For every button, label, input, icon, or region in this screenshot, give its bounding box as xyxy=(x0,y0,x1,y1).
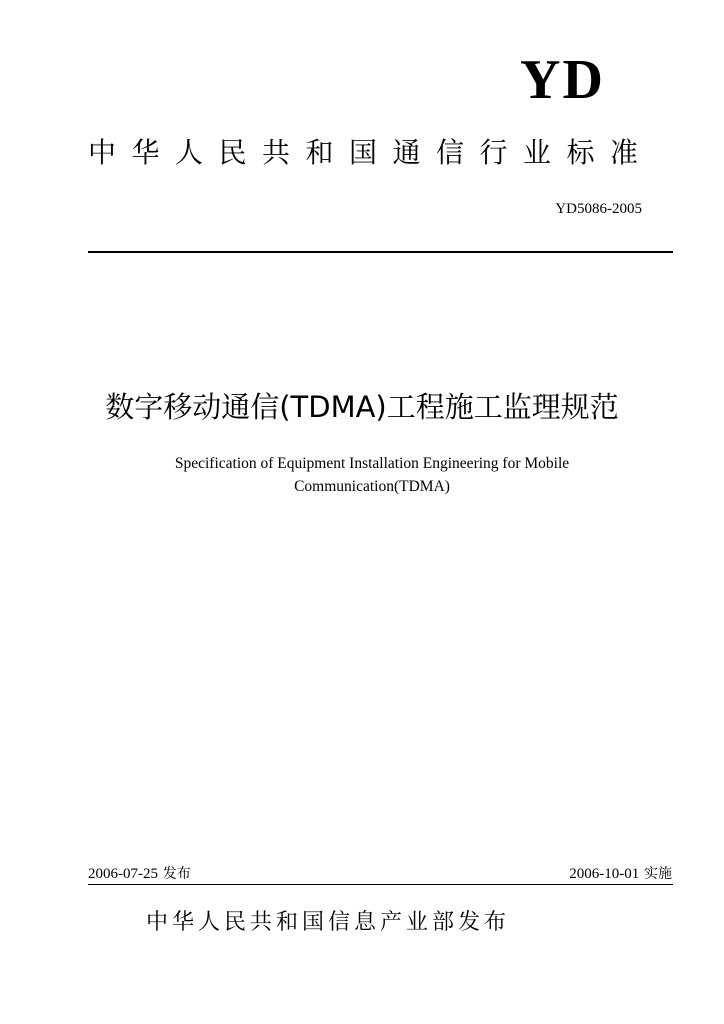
issue-date xyxy=(88,864,191,883)
english-title xyxy=(120,452,624,498)
english-title-line-1: Specification of Equipment Installation Engineering for Mobile xyxy=(174,455,570,472)
chinese-title: 数字移动通信(TDMA)工程施工监理规范 xyxy=(105,390,619,424)
standard-number: YD5086-2005 xyxy=(555,201,642,217)
standard-logo: YD xyxy=(520,49,605,111)
issue-date-value: 2006-07-25 xyxy=(88,866,158,882)
industry-standard-heading: 中华人民共和国通信行业标准 xyxy=(88,136,654,169)
english-title-line-2: Communication(TDMA) xyxy=(294,478,450,495)
header-divider xyxy=(88,251,673,253)
implementation-date-label: 实施 xyxy=(644,866,672,882)
issue-date-label: 发布 xyxy=(162,866,191,882)
implementation-date xyxy=(569,864,672,883)
publisher: 中华人民共和国信息产业部发布 xyxy=(146,910,511,935)
footer-divider xyxy=(88,884,673,885)
implementation-date-value: 2006-10-01 xyxy=(569,866,640,882)
